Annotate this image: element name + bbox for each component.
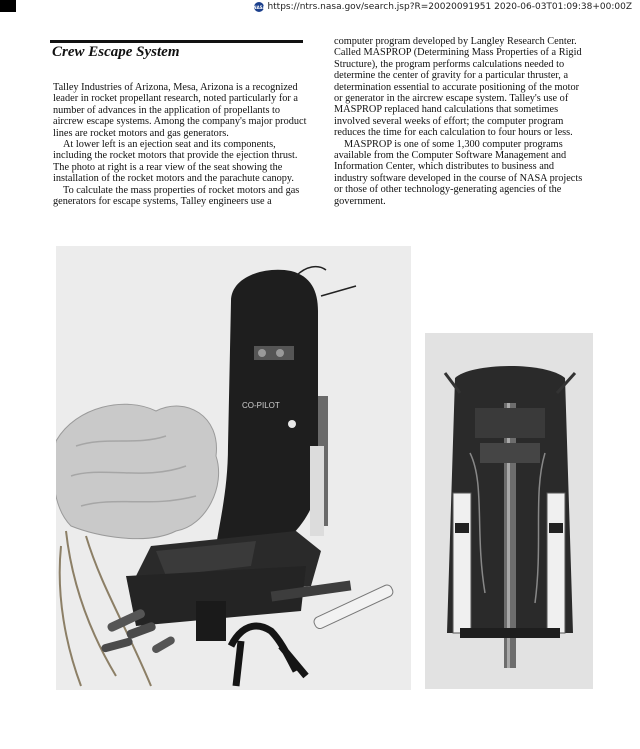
article-title: Crew Escape System (52, 44, 180, 60)
paragraph: computer program developed by Langley Research Center. Called MASPROP (Determining Mass Properties of a Rigid Structure), the program performs calculations needed to determine the center of gravity for a particular thruster, a determination essential to accurate positioning of the motor or generator in the aircrew escape system. Talley's use of MASPROP replaced hand calculations that sometimes involved several weeks of effort; the computer program reduces the time for each calculation to four hours or less. (334, 36, 582, 139)
nasa-logo-icon: NASA (254, 2, 264, 12)
ejection-seat-photo (56, 246, 411, 690)
right-column (334, 36, 590, 207)
paragraph: Talley Industries of Arizona, Mesa, Arizona is a recognized leader in rocket propellant research, noted particularly for a number of advances in the application of propellants to aircrew escape systems. Among the company's major product lines are rocket motors and gas generators. (53, 82, 307, 139)
seat-rear-view-illustration (425, 333, 593, 689)
seat-rear-view-photo (425, 333, 593, 689)
left-column (53, 82, 307, 207)
seat-label: CO-PILOT (242, 401, 280, 410)
paragraph: At lower left is an ejection seat and its components, including the rocket motors that provide the ejection thrust. The photo at right is a rear view of the seat showing the installation of the rocket motors and the parachute canopy. (53, 139, 298, 185)
archive-url-link[interactable]: https://ntrs.nasa.gov/search.jsp?R=20020091951 2020-06-03T01:09:38+00:00Z (267, 2, 632, 12)
title-rule (50, 40, 303, 43)
ejection-seat-illustration (56, 246, 411, 690)
archive-stamp (254, 1, 632, 13)
paragraph: To calculate the mass properties of rocket motors and gas generators for escape systems, Talley engineers use a (53, 184, 300, 208)
page-corner-mark (0, 0, 16, 12)
paragraph: MASPROP is one of some 1,300 computer programs available from the Computer Software Management and Information Center, which distributes to business and industry software developed in the course of NASA projects or those of other technology-generating agencies of the government. (334, 138, 583, 207)
